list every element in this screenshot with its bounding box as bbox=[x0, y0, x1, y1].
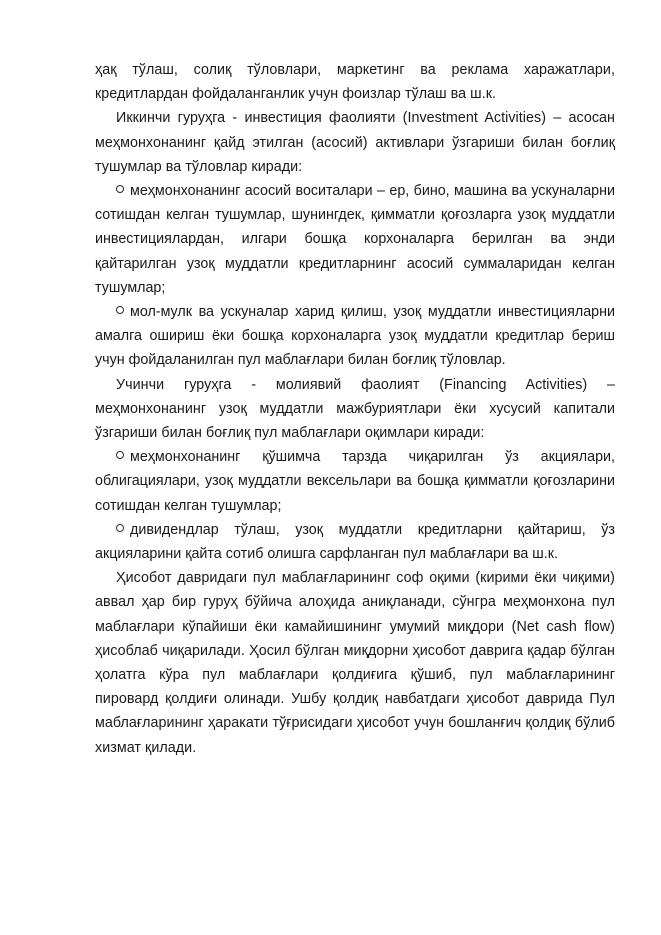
bullet-text: дивидендлар тўлаш, узоқ муддатли кредитларни қайтариш, ўз акцияларини қайта сотиб олишга сарфланган пул маблағлари ва ш.к. bbox=[95, 521, 615, 563]
bullet-text: меҳмонхонанинг қўшимча тарзда чиқарилган ўз акциялари, облигациялари, узоқ муддатли вексельлари ва бошқа қимматли қоғозларини сотишдан келган тушумлар; bbox=[95, 449, 615, 514]
document-body bbox=[95, 58, 615, 760]
bullet-circle-icon bbox=[116, 524, 124, 532]
bullet-item-1 bbox=[95, 179, 615, 300]
bullet-text: меҳмонхонанинг асосий воситалари – ер, бино, машина ва ускуналарни сотишдан келган тушумлар, шунингдек, қимматли қоғозларга узоқ муддатли инвестициялардан, илгари бошқа корхоналарга берилган ва энди қайтарилган узоқ муддатли кредитларнинг асосий суммаларидан келган тушумлар; bbox=[95, 183, 615, 296]
bullet-circle-icon bbox=[116, 451, 124, 459]
paragraph-net-cash-flow: Ҳисобот давридаги пул маблағларининг соф оқими (кирими ёки чиқими) аввал ҳар бир гуруҳ бўйича алоҳида аниқланади, сўнгра меҳмонхона пул маблағлари кўпайиши ёки камайишининг умумий миқдори (Net cash flow) ҳисоблаб чиқарилади. Ҳосил бўлган миқдорни ҳисобот даврига қадар бўлган ҳолатга кўра пул маблағлари қолдиғига қўшиб, пул маблағларининг пировард қолдиғи олинади. Ушбу қолдиқ навбатдаги ҳисобот даврида Пул маблағларининг ҳаракати тўғрисидаги ҳисобот учун бошланғич қолдиқ бўлиб хизмат қилади. bbox=[95, 570, 615, 756]
paragraph-1: ҳақ тўлаш, солиқ тўловлари, маркетинг ва реклама харажатлари, кредитлардан фойдаланганлик учун фоизлар тўлаш ва ш.к. bbox=[95, 62, 615, 103]
bullet-circle-icon bbox=[116, 185, 124, 193]
bullet-circle-icon bbox=[116, 306, 124, 314]
bullet-item-4 bbox=[95, 518, 615, 566]
bullet-item-3 bbox=[95, 445, 615, 518]
paragraph-investment-activities: Иккинчи гуруҳга - инвестиция фаолияти (Investment Activities) – асосан меҳмонхонанинг қайд этилган (асосий) активлари ўзгариши билан боғлиқ тушумлар ва тўловлар киради: bbox=[95, 110, 615, 175]
bullet-text: мол-мулк ва ускуналар харид қилиш, узоқ муддатли инвестицияларни амалга ошириш ёки бошқа корхоналарга узоқ муддатли кредитлар бериш учун фойдаланилган пул маблағлари билан боғлиқ тўловлар. bbox=[95, 304, 615, 369]
paragraph-financing-activities: Учинчи гуруҳга - молиявий фаолият (Financing Activities) – меҳмонхонанинг узоқ муддатли мажбуриятлари ёки хусусий капитали ўзгариши билан боғлиқ пул маблағлари оқимлари киради: bbox=[95, 376, 615, 442]
bullet-item-2 bbox=[95, 300, 615, 373]
